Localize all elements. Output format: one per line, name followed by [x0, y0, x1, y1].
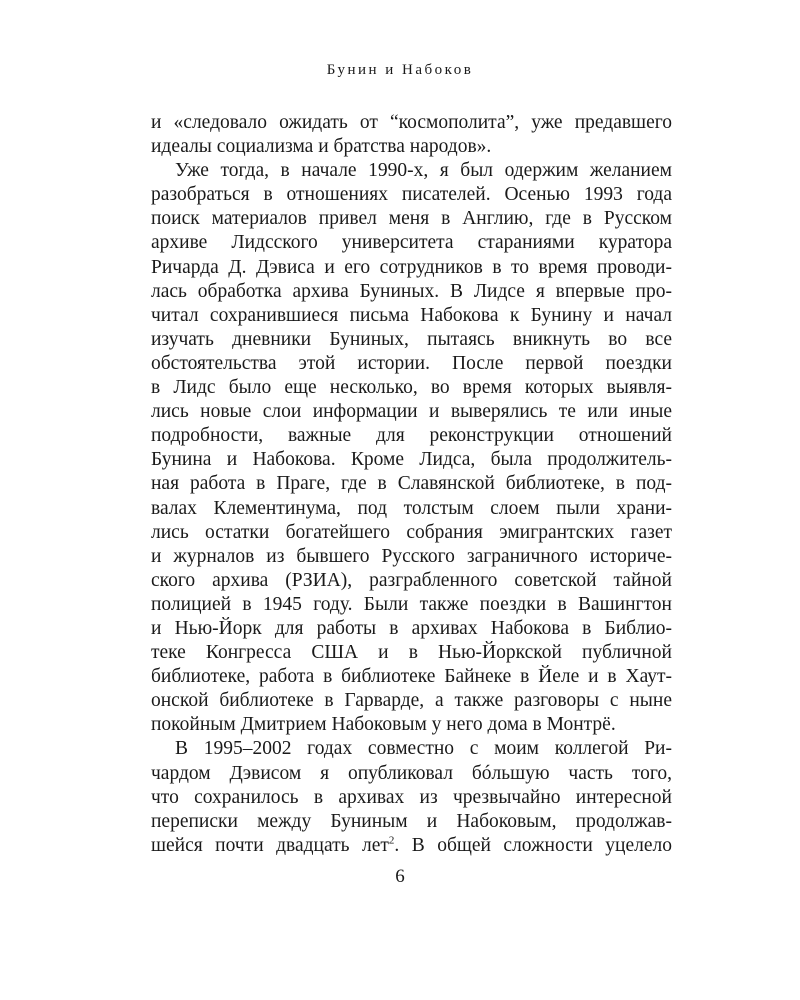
text-line: лись остатки богатейшего собрания эмигрантских газет — [151, 521, 672, 543]
text-segment: шейся почти двадцать лет — [151, 834, 389, 856]
running-head: Бунин и Набоков — [326, 62, 474, 78]
text-line: Ричарда Д. Дэвиса и его сотрудников в то время проводи- — [151, 256, 672, 278]
text-line: подробности, важные для реконструкции отношений — [151, 425, 672, 447]
text-line: и «следовало ожидать от “космополита”, уже предавшего — [151, 112, 672, 133]
page-number: 6 — [395, 866, 405, 887]
text-segment: . В общей сложности уцелело — [394, 834, 672, 856]
text-line: покойным Дмитрием Набоковым у него дома в Монтрё. — [151, 714, 616, 736]
text-line: поиск материалов привел меня в Англию, где в Русском — [151, 208, 672, 230]
text-line: и Нью-Йорк для работы в архивах Набокова в Библио- — [151, 617, 672, 639]
text-line: онской библиотеке в Гарварде, а также разговоры с ныне — [151, 690, 672, 712]
text-line: ная работа в Праге, где в Славянской библиотеке, в под- — [151, 473, 672, 495]
text-line: читал сохранившиеся письма Набокова к Бунину и начал — [151, 304, 672, 326]
text-line: обстоятельства этой истории. После первой поездки — [151, 352, 672, 374]
text-line: Бунина и Набокова. Кроме Лидса, была продолжитель- — [151, 449, 672, 471]
text-line: что сохранилось в архивах из чрезвычайно интересной — [151, 786, 672, 808]
body-text — [151, 111, 672, 858]
text-line: архиве Лидсского университета стараниями куратора — [151, 232, 672, 254]
text-line: полицией в 1945 году. Были также поездки в Вашингтон — [151, 593, 672, 615]
text-line: идеалы социализма и братства народов». — [151, 136, 492, 158]
text-line: изучать дневники Буниных, пытаясь вникнуть во все — [151, 328, 672, 350]
text-line: ского архива (РЗИА), разграбленного советской тайной — [151, 569, 672, 591]
text-line: в Лидс было еще несколько, во время которых выявля- — [151, 377, 672, 399]
text-line: чардом Дэвисом я опубликовал бóльшую часть того, — [151, 762, 672, 784]
text-line: лись новые слои информации и выверялись те или иные — [151, 401, 672, 423]
text-line: переписки между Буниным и Набоковым, продолжав- — [151, 810, 672, 832]
text-line: В 1995–2002 годах совместно с моим коллегой Ри- — [175, 738, 672, 760]
text-line: Уже тогда, в начале 1990-х, я был одержим желанием — [175, 160, 672, 182]
text-line: и журналов из бывшего Русского заграничного историче- — [151, 545, 672, 567]
text-line: валах Клементинума, под толстым слоем пыли храни- — [151, 497, 672, 519]
text-line: разобраться в отношениях писателей. Осенью 1993 года — [151, 184, 672, 206]
text-line: библиотеке, работа в библиотеке Байнеке в Йеле и в Хаут- — [151, 666, 672, 688]
footnote-marker: 2 — [388, 834, 395, 847]
text-line-with-footnote — [151, 834, 672, 858]
text-line: теке Конгресса США и в Нью-Йоркской публичной — [151, 642, 672, 664]
text-line: лась обработка архива Буниных. В Лидсе я впервые про- — [151, 280, 672, 302]
